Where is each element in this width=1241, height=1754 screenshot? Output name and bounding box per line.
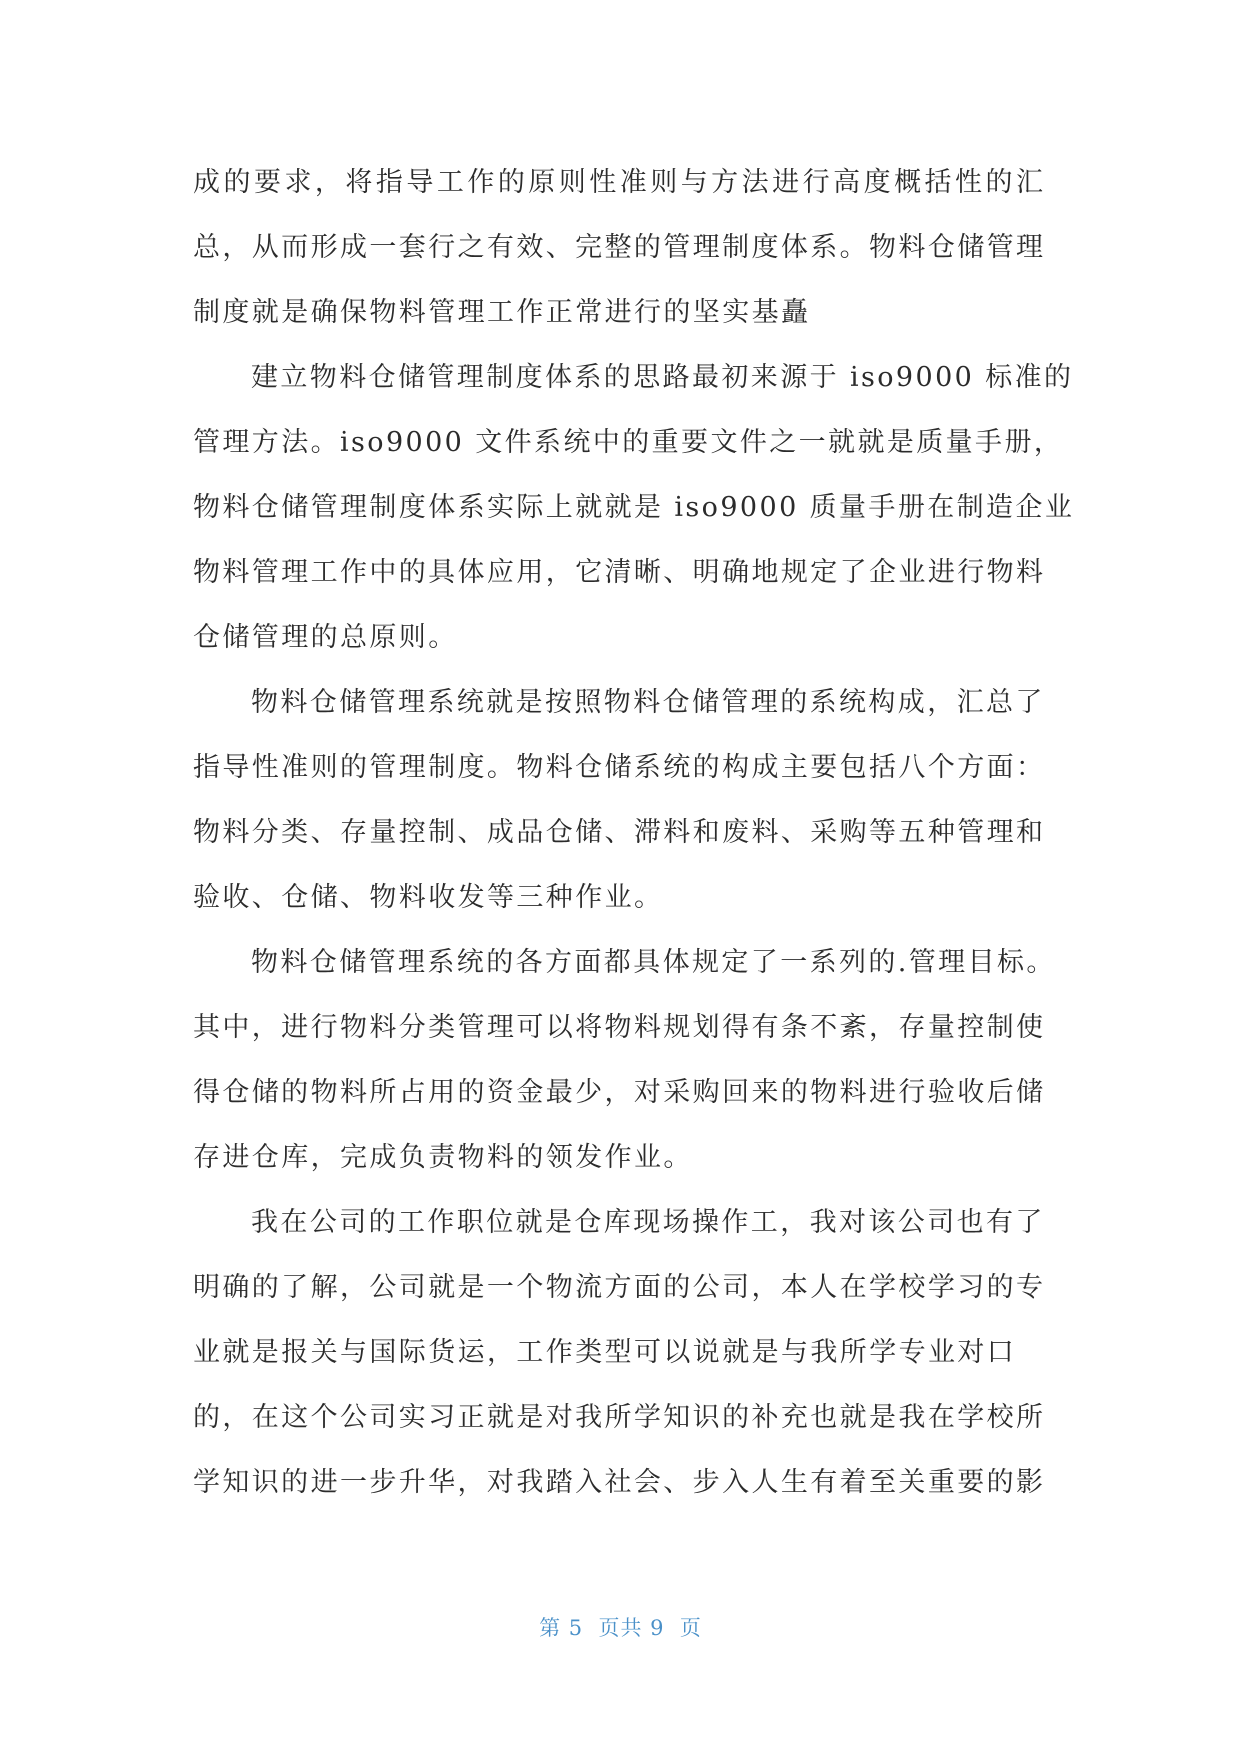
paragraph-line: 物料仓储管理制度体系实际上就就是 iso9000 质量手册在制造企业 (193, 492, 1075, 523)
paragraph-line: 仓储管理的总原则。 (193, 622, 458, 653)
paragraph-line: 总，从而形成一套行之有效、完整的管理制度体系。物料仓储管理 (193, 232, 1043, 263)
paragraph-line: 建立物料仓储管理制度体系的思路最初来源于 iso9000 标准的 (251, 362, 1074, 393)
paragraph-line: 指导性准则的管理制度。物料仓储系统的构成主要包括八个方面： (193, 752, 1043, 783)
paragraph-line: 物料分类、存量控制、成品仓储、滞料和废料、采购等五种管理和 (193, 817, 1043, 848)
paragraph-line: 我在公司的工作职位就是仓库现场操作工，我对该公司也有了 (251, 1207, 1045, 1238)
paragraph-line: 的，在这个公司实习正就是对我所学知识的补充也就是我在学校所 (193, 1402, 1043, 1433)
paragraph-line: 成的要求，将指导工作的原则性准则与方法进行高度概括性的汇 (193, 167, 1043, 198)
paragraph-line: 物料仓储管理系统就是按照物料仓储管理的系统构成，汇总了 (251, 687, 1045, 718)
paragraph-line: 业就是报关与国际货运，工作类型可以说就是与我所学专业对口 (193, 1337, 1017, 1368)
paragraph-line: 管理方法。iso9000 文件系统中的重要文件之一就就是质量手册， (193, 427, 1064, 458)
page-number-footer: 第 5 页共 9 页 (539, 1616, 702, 1640)
paragraph-line: 学知识的进一步升华，对我踏入社会、步入人生有着至关重要的影 (193, 1467, 1043, 1498)
document-body (193, 150, 1075, 1515)
paragraph-line: 得仓储的物料所占用的资金最少，对采购回来的物料进行验收后储 (193, 1077, 1043, 1108)
paragraph-line: 物料管理工作中的具体应用，它清晰、明确地规定了企业进行物料 (193, 557, 1043, 588)
paragraph-line: 存进仓库，完成负责物料的领发作业。 (193, 1142, 693, 1173)
paragraph-line: 物料仓储管理系统的各方面都具体规定了一系列的.管理目标。 (251, 947, 1056, 978)
paragraph-line: 其中，进行物料分类管理可以将物料规划得有条不紊，存量控制使 (193, 1012, 1043, 1043)
paragraph-line: 验收、仓储、物料收发等三种作业。 (193, 882, 664, 913)
paragraph-line: 制度就是确保物料管理工作正常进行的坚实基矗 (193, 297, 811, 328)
paragraph-line: 明确的了解，公司就是一个物流方面的公司，本人在学校学习的专 (193, 1272, 1043, 1303)
